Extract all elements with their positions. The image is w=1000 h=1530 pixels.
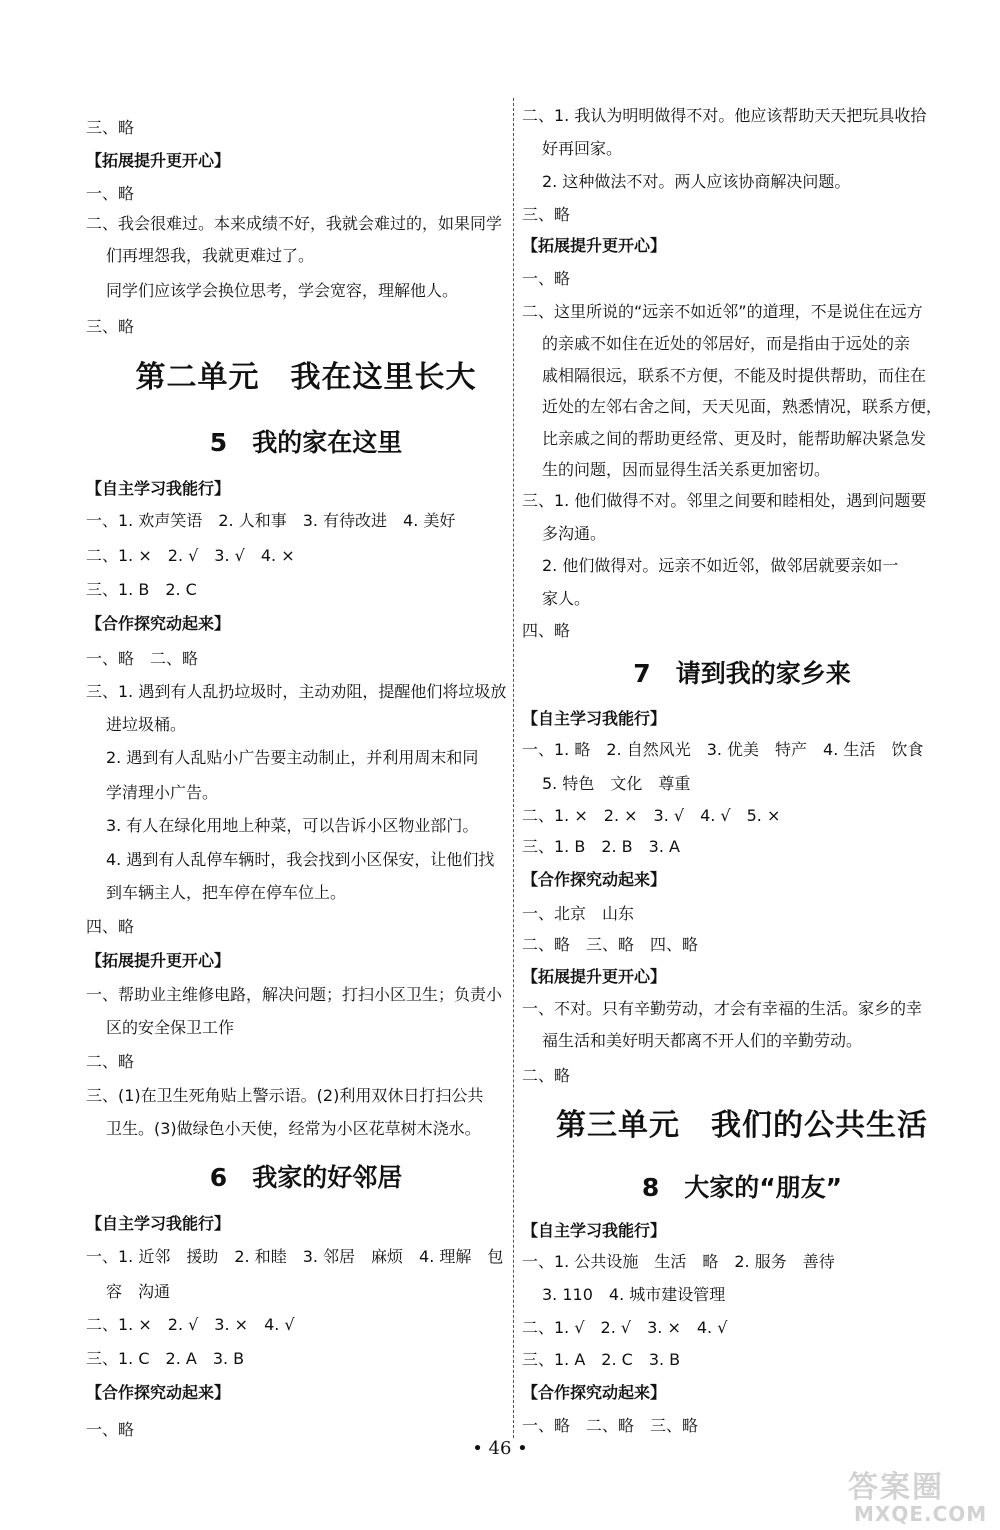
answer-line: 一、略 二、略 三、略 bbox=[522, 1416, 699, 1435]
answer-line: 进垃圾桶。 bbox=[106, 715, 187, 734]
answer-line: 三、1. C 2. A 3. B bbox=[86, 1349, 245, 1368]
answer-line: 三、1. A 2. C 3. B bbox=[522, 1350, 681, 1369]
lesson-title: 7 请到我的家乡来 bbox=[633, 659, 851, 688]
watermark-site: MXQE.COM bbox=[854, 1502, 988, 1526]
answer-line: 三、略 bbox=[86, 317, 135, 336]
answer-line: 5. 特色 文化 尊重 bbox=[542, 774, 691, 793]
answer-line: 二、1. √ 2. √ 3. × 4. √ bbox=[522, 1318, 728, 1337]
section-heading: 【拓展提升更开心】 bbox=[522, 967, 667, 986]
answer-line: 一、北京 山东 bbox=[522, 904, 635, 923]
answer-line: 二、我会很难过。本来成绩不好，我就会难过的，如果同学 bbox=[86, 214, 503, 233]
answer-line: 四、略 bbox=[522, 621, 571, 640]
answer-line: 比亲戚之间的帮助更经常、更及时，能帮助解决紧急发 bbox=[542, 429, 927, 448]
watermark-mark: 答案圈 bbox=[848, 1470, 944, 1505]
answer-line: 三、1. B 2. B 3. A bbox=[522, 837, 680, 856]
answer-line: 4. 遇到有人乱停车辆时，我会找到小区保安，让他们找 bbox=[106, 850, 495, 869]
answer-line: 学清理小广告。 bbox=[106, 783, 219, 802]
answer-line: 四、略 bbox=[86, 917, 135, 936]
answer-line: 一、1. 略 2. 自然风光 3. 优美 特产 4. 生活 饮食 bbox=[522, 740, 924, 759]
answer-line: 戚相隔很远，联系不方便，不能及时提供帮助，而住在 bbox=[542, 366, 927, 385]
answer-line: 一、略 bbox=[522, 269, 571, 288]
answer-line: 二、略 bbox=[522, 1066, 571, 1085]
answer-line: 多沟通。 bbox=[542, 524, 607, 543]
section-heading: 【自主学习我能行】 bbox=[522, 709, 667, 728]
section-heading: 【拓展提升更开心】 bbox=[86, 151, 231, 170]
section-heading: 【拓展提升更开心】 bbox=[522, 236, 667, 255]
answer-line: 好再回家。 bbox=[542, 139, 623, 158]
answer-line: 近处的左邻右舍之间，天天见面，熟悉情况，联系方便， bbox=[542, 397, 943, 416]
section-heading: 【自主学习我能行】 bbox=[86, 479, 231, 498]
answer-line: 的亲戚不如住在近处的邻居好，而是指由于远处的亲 bbox=[542, 334, 911, 353]
column-divider bbox=[513, 98, 514, 1438]
answer-line: 区的安全保卫工作 bbox=[106, 1018, 235, 1037]
section-heading: 【合作探究动起来】 bbox=[522, 1383, 667, 1402]
answer-line: 二、1. × 2. √ 3. √ 4. × bbox=[86, 546, 295, 565]
answer-line: 二、1. × 2. × 3. √ 4. √ 5. × bbox=[522, 806, 781, 825]
answer-line: 同学们应该学会换位思考，学会宽容，理解他人。 bbox=[106, 281, 459, 300]
answer-line: 三、(1)在卫生死角贴上警示语。(2)利用双休日打扫公共 bbox=[86, 1086, 484, 1105]
section-heading: 【自主学习我能行】 bbox=[86, 1214, 231, 1233]
answer-line: 一、帮助业主维修电路，解决问题；打扫小区卫生；负责小 bbox=[86, 985, 503, 1004]
answer-line: 二、这里所说的“远亲不如近邻”的道理，不是说住在远方 bbox=[522, 302, 923, 321]
answer-line: 一、1. 近邻 援助 2. 和睦 3. 邻居 麻烦 4. 理解 包 bbox=[86, 1247, 504, 1266]
answer-line: 二、1. 我认为明明做得不对。他应该帮助天天把玩具收拾 bbox=[522, 106, 927, 125]
answer-line: 三、1. B 2. C bbox=[86, 580, 197, 599]
answer-line: 三、1. 遇到有人乱扔垃圾时，主动劝阻，提醒他们将垃圾放 bbox=[86, 682, 507, 701]
answer-line: 2. 他们做得对。远亲不如近邻，做邻居就要亲如一 bbox=[542, 556, 899, 575]
section-heading: 【自主学习我能行】 bbox=[522, 1221, 667, 1240]
answer-line: 到车辆主人，把车停在停车位上。 bbox=[106, 883, 347, 902]
watermark-logo bbox=[848, 1462, 988, 1526]
answer-line: 2. 遇到有人乱贴小广告要主动制止，并利用周末和同 bbox=[106, 748, 479, 767]
section-heading: 【合作探究动起来】 bbox=[86, 614, 231, 633]
answer-line: 一、略 bbox=[86, 1420, 135, 1439]
answer-line: 三、略 bbox=[86, 118, 135, 137]
section-heading: 【合作探究动起来】 bbox=[522, 870, 667, 889]
answer-line: 一、不对。只有辛勤劳动，才会有幸福的生活。家乡的幸 bbox=[522, 999, 923, 1018]
section-heading: 【拓展提升更开心】 bbox=[86, 951, 231, 970]
answer-line: 二、1. × 2. √ 3. × 4. √ bbox=[86, 1315, 295, 1334]
page-number: • 46 • bbox=[472, 1438, 528, 1459]
answer-line: 们再埋怨我，我就更难过了。 bbox=[106, 246, 315, 265]
answer-line: 福生活和美好明天都离不开人们的辛勤劳动。 bbox=[542, 1031, 863, 1050]
answer-line: 生的问题，因而显得生活关系更加密切。 bbox=[542, 460, 831, 479]
answer-line: 一、略 二、略 bbox=[86, 649, 199, 668]
answer-line: 二、略 三、略 四、略 bbox=[522, 935, 699, 954]
answer-line: 三、1. 他们做得不对。邻里之间要和睦相处，遇到问题要 bbox=[522, 491, 927, 510]
answer-line: 一、略 bbox=[86, 184, 135, 203]
lesson-title: 5 我的家在这里 bbox=[209, 428, 403, 457]
answer-line: 3. 有人在绿化用地上种菜，可以告诉小区物业部门。 bbox=[106, 816, 479, 835]
answer-line: 容 沟通 bbox=[106, 1282, 171, 1301]
answer-line: 家人。 bbox=[542, 589, 591, 608]
unit-title: 第三单元 我们的公共生活 bbox=[556, 1108, 928, 1143]
answer-line: 三、略 bbox=[522, 205, 571, 224]
lesson-title: 6 我家的好邻居 bbox=[209, 1163, 403, 1192]
answer-line: 2. 这种做法不对。两人应该协商解决问题。 bbox=[542, 172, 851, 191]
answer-line: 卫生。(3)做绿色小天使，经常为小区花草树木浇水。 bbox=[106, 1119, 481, 1138]
answer-line: 一、1. 欢声笑语 2. 人和事 3. 有待改进 4. 美好 bbox=[86, 511, 456, 530]
lesson-title: 8 大家的“朋友” bbox=[641, 1173, 843, 1202]
answer-line: 一、1. 公共设施 生活 略 2. 服务 善待 bbox=[522, 1252, 835, 1271]
answer-line: 3. 110 4. 城市建设管理 bbox=[542, 1285, 726, 1304]
unit-title: 第二单元 我在这里长大 bbox=[135, 360, 477, 395]
answer-line: 二、略 bbox=[86, 1052, 135, 1071]
section-heading: 【合作探究动起来】 bbox=[86, 1383, 231, 1402]
